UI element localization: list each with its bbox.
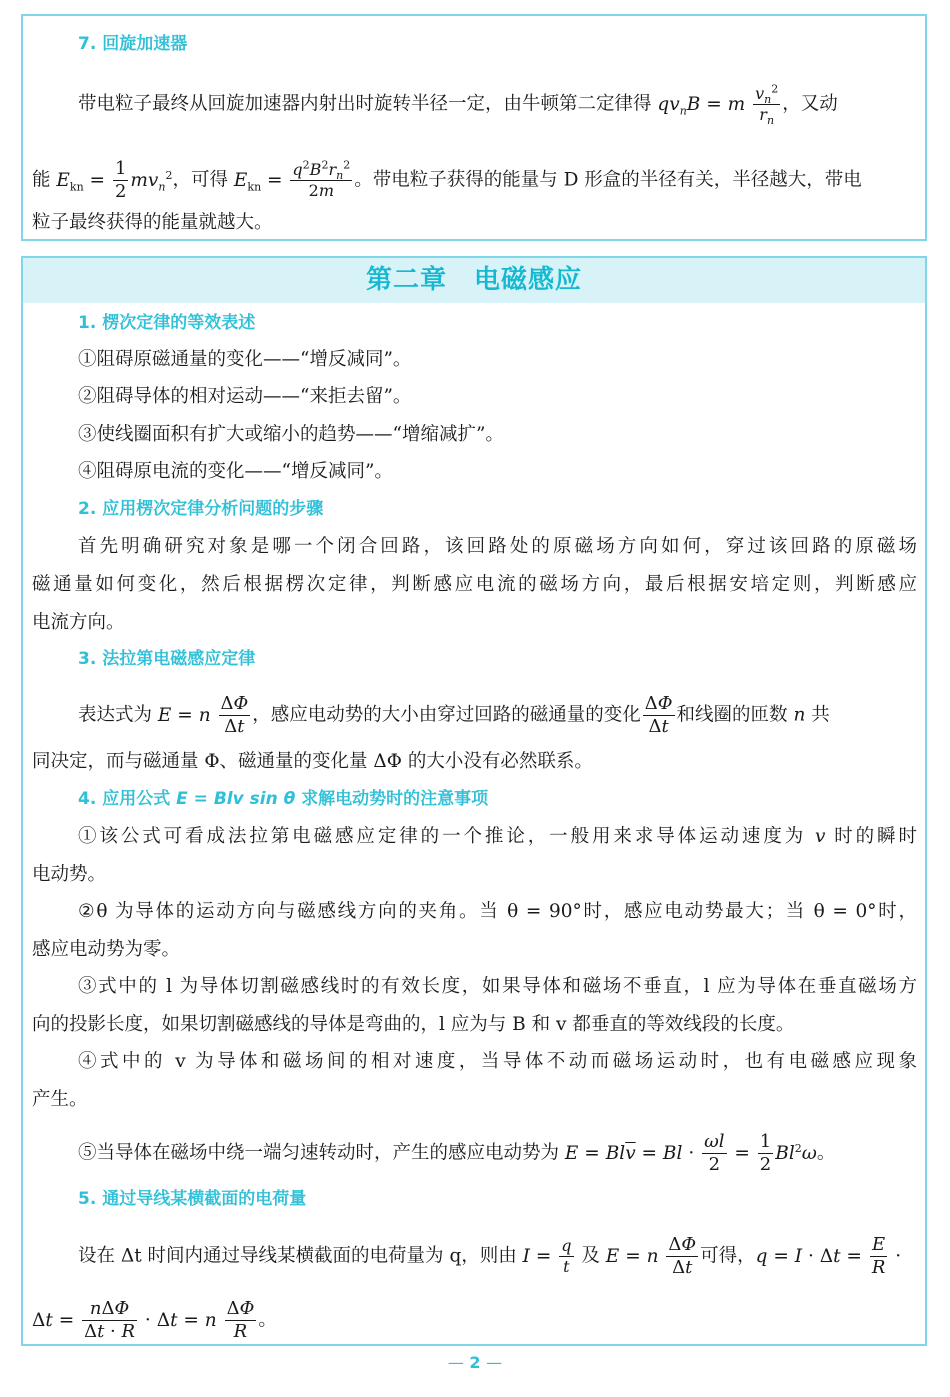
charge-text-c: 可得， <box>700 1245 756 1267</box>
cyclotron-text-2a: 能 <box>32 169 51 191</box>
page-number-value: 2 <box>469 1353 481 1372</box>
faraday-text-a: 表达式为 <box>78 704 153 726</box>
emf-item-3-line-2: 向的投影长度，如果切割磁感线的导体是弯曲的，l 应为与 B 和 v 都垂直的等效线段的长度。 <box>32 1014 795 1035</box>
formula-current: I = $\frac{q}{t}$ <box>522 1236 572 1276</box>
formula-kinetic-energy: $E_{kn}$ = $\frac{1}{2}$ $mv_n^2$ <box>56 158 173 202</box>
charge-text-a: 设在 Δt 时间内通过导线某横截面的电荷量为 q，则由 <box>78 1245 517 1267</box>
formula-flux-rate: $\frac{\Delta\Phi}{\Delta t}$ <box>644 693 673 737</box>
faraday-text-c: 和线圈的匝数 <box>676 704 788 726</box>
formula-faraday: E = n $\frac{\Delta\Phi}{\Delta t}$ <box>157 693 249 737</box>
formula-rotating-rod: $E = Bl\overline{v} = Bl$ · $\frac{\omega l}{2}$ = $\frac{1}{2}$ Bl$^2$ω <box>564 1131 817 1175</box>
emf-item-2-line-2: 感应电动势为零。 <box>32 939 181 960</box>
faraday-text-d: 共 <box>811 704 830 726</box>
faraday-text-b: ，感应电动势的大小由穿过回路的磁通量的变化 <box>252 704 641 726</box>
lenz-item-1: ①阻碍原磁通量的变化——“增反减同”。 <box>78 349 412 370</box>
charge-line-1 <box>78 1236 917 1277</box>
emf-item-1-line-1: ①该公式可看成法拉第电磁感应定律的一个推论，一般用来求导体运动速度为 v 时的瞬时 <box>78 826 917 847</box>
cyclotron-tail-1: ，又动 <box>782 93 838 115</box>
formula-energy-result: $E_{kn}$ = $\frac{q^2B^2r_n^2}{2m}$ <box>233 158 351 200</box>
heading-faraday: 3. 法拉第电磁感应定律 <box>78 649 256 669</box>
emf-item-1-text-b: 时的瞬时 <box>834 826 917 847</box>
emf-item-1-line-2: 电动势。 <box>32 864 107 885</box>
cyclotron-line-2 <box>32 160 917 201</box>
charge-line-2 <box>32 1300 917 1341</box>
cyclotron-text-2b: ，可得 <box>172 169 228 191</box>
heading-cyclotron: 7. 回旋加速器 <box>78 34 188 54</box>
page-dash-right: — <box>486 1353 503 1372</box>
formula-newton: $qv_nB = m$ $\frac{v_n^2}{r_n}$ <box>657 82 779 128</box>
emf-item-4-line-1: ④式中的 v 为导体和磁场间的相对速度，当导体不动而磁场运动时，也有电磁感应现象 <box>78 1051 917 1072</box>
charge-text-b: 及 <box>581 1245 600 1267</box>
cyclotron-text-1: 带电粒子最终从回旋加速器内射出时旋转半径一定，由牛顿第二定律得 <box>78 93 652 115</box>
lenz-item-2: ②阻碍导体的相对运动——“来拒去留”。 <box>78 386 412 407</box>
formula-charge-start: q = I · Δt = $\frac{E}{R}$ · <box>755 1234 902 1278</box>
formula-emf: E = n $\frac{\Delta\Phi}{\Delta t}$ <box>605 1234 697 1278</box>
heading-charge: 5. 通过导线某横截面的电荷量 <box>78 1189 307 1209</box>
cyclotron-line-3: 粒子最终获得的能量就越大。 <box>32 212 273 233</box>
charge-line-2-end: 。 <box>258 1309 277 1331</box>
heading-motional-emf-b: 求解电动势时的注意事项 <box>301 789 489 809</box>
page-dash-left: — <box>447 1353 464 1372</box>
steps-line-3: 电流方向。 <box>32 612 125 633</box>
cyclotron-text-2c: 。带电粒子获得的能量与 D 形盒的半径有关，半径越大，带电 <box>354 169 862 191</box>
lenz-item-4: ④阻碍原电流的变化——“增反减同”。 <box>78 461 393 482</box>
emf-item-3-line-1: ③式中的 l 为导体切割磁感线时的有效长度，如果导体和磁场不垂直，l 应为导体在垂直磁场方 <box>78 976 917 997</box>
faraday-line-1: 表达式为 E = n $\frac{\Delta\Phi}{\Delta t}$ ，感应电动势的大小由穿过回路的磁通量的变化 $\frac{\Delta\Phi}{\Delta t}$ 和线圈的匝数 n 共 <box>78 693 830 737</box>
heading-motional-emf-a: 4. 应用公式 <box>78 789 171 809</box>
heading-lenz-steps: 2. 应用楞次定律分析问题的步骤 <box>78 499 324 519</box>
heading-motional-emf-formula: E = Blv sin θ <box>176 789 296 809</box>
emf-item-5-end: 。 <box>816 1142 836 1164</box>
page-number <box>0 1353 950 1372</box>
lenz-item-3: ③使线圈面积有扩大或缩小的趋势——“增缩减扩”。 <box>78 424 504 445</box>
formula-charge-result: Δt = $\frac{\text{nΔΦ}}{\Delta t \cdot R}$ · Δt = n $\frac{\Delta\Phi}{R}$ <box>32 1298 255 1342</box>
section-box-chapter-2 <box>21 256 927 1346</box>
emf-item-2-line-1: ②θ 为导体的运动方向与磁感线方向的夹角。当 θ = 90°时，感应电动势最大；当 θ = 0°时， <box>78 901 917 922</box>
emf-item-5 <box>78 1133 917 1174</box>
faraday-line-2: 同决定，而与磁通量 Φ、磁通量的变化量 ΔΦ 的大小没有必然联系。 <box>32 751 593 772</box>
emf-item-5-text: ⑤当导体在磁场中绕一端匀速转动时，产生的感应电动势为 <box>78 1142 560 1164</box>
steps-line-1: 首先明确研究对象是哪一个闭合回路，该回路处的原磁场方向如何，穿过该回路的原磁场 <box>78 536 917 557</box>
steps-line-2: 磁通量如何变化，然后根据楞次定律，判断感应电流的磁场方向，最后根据安培定则，判断感应 <box>32 574 917 595</box>
emf-item-1-text-a: ①该公式可看成法拉第电磁感应定律的一个推论，一般用来求导体运动速度为 <box>78 826 807 847</box>
emf-item-4-line-2: 产生。 <box>32 1089 88 1110</box>
heading-motional-emf <box>78 787 488 811</box>
section-box-cyclotron <box>21 14 927 241</box>
chapter-title: 第二章 电磁感应 <box>23 258 925 303</box>
heading-lenz-equivalent: 1. 楞次定律的等效表述 <box>78 313 256 333</box>
cyclotron-line-1 <box>78 82 917 128</box>
